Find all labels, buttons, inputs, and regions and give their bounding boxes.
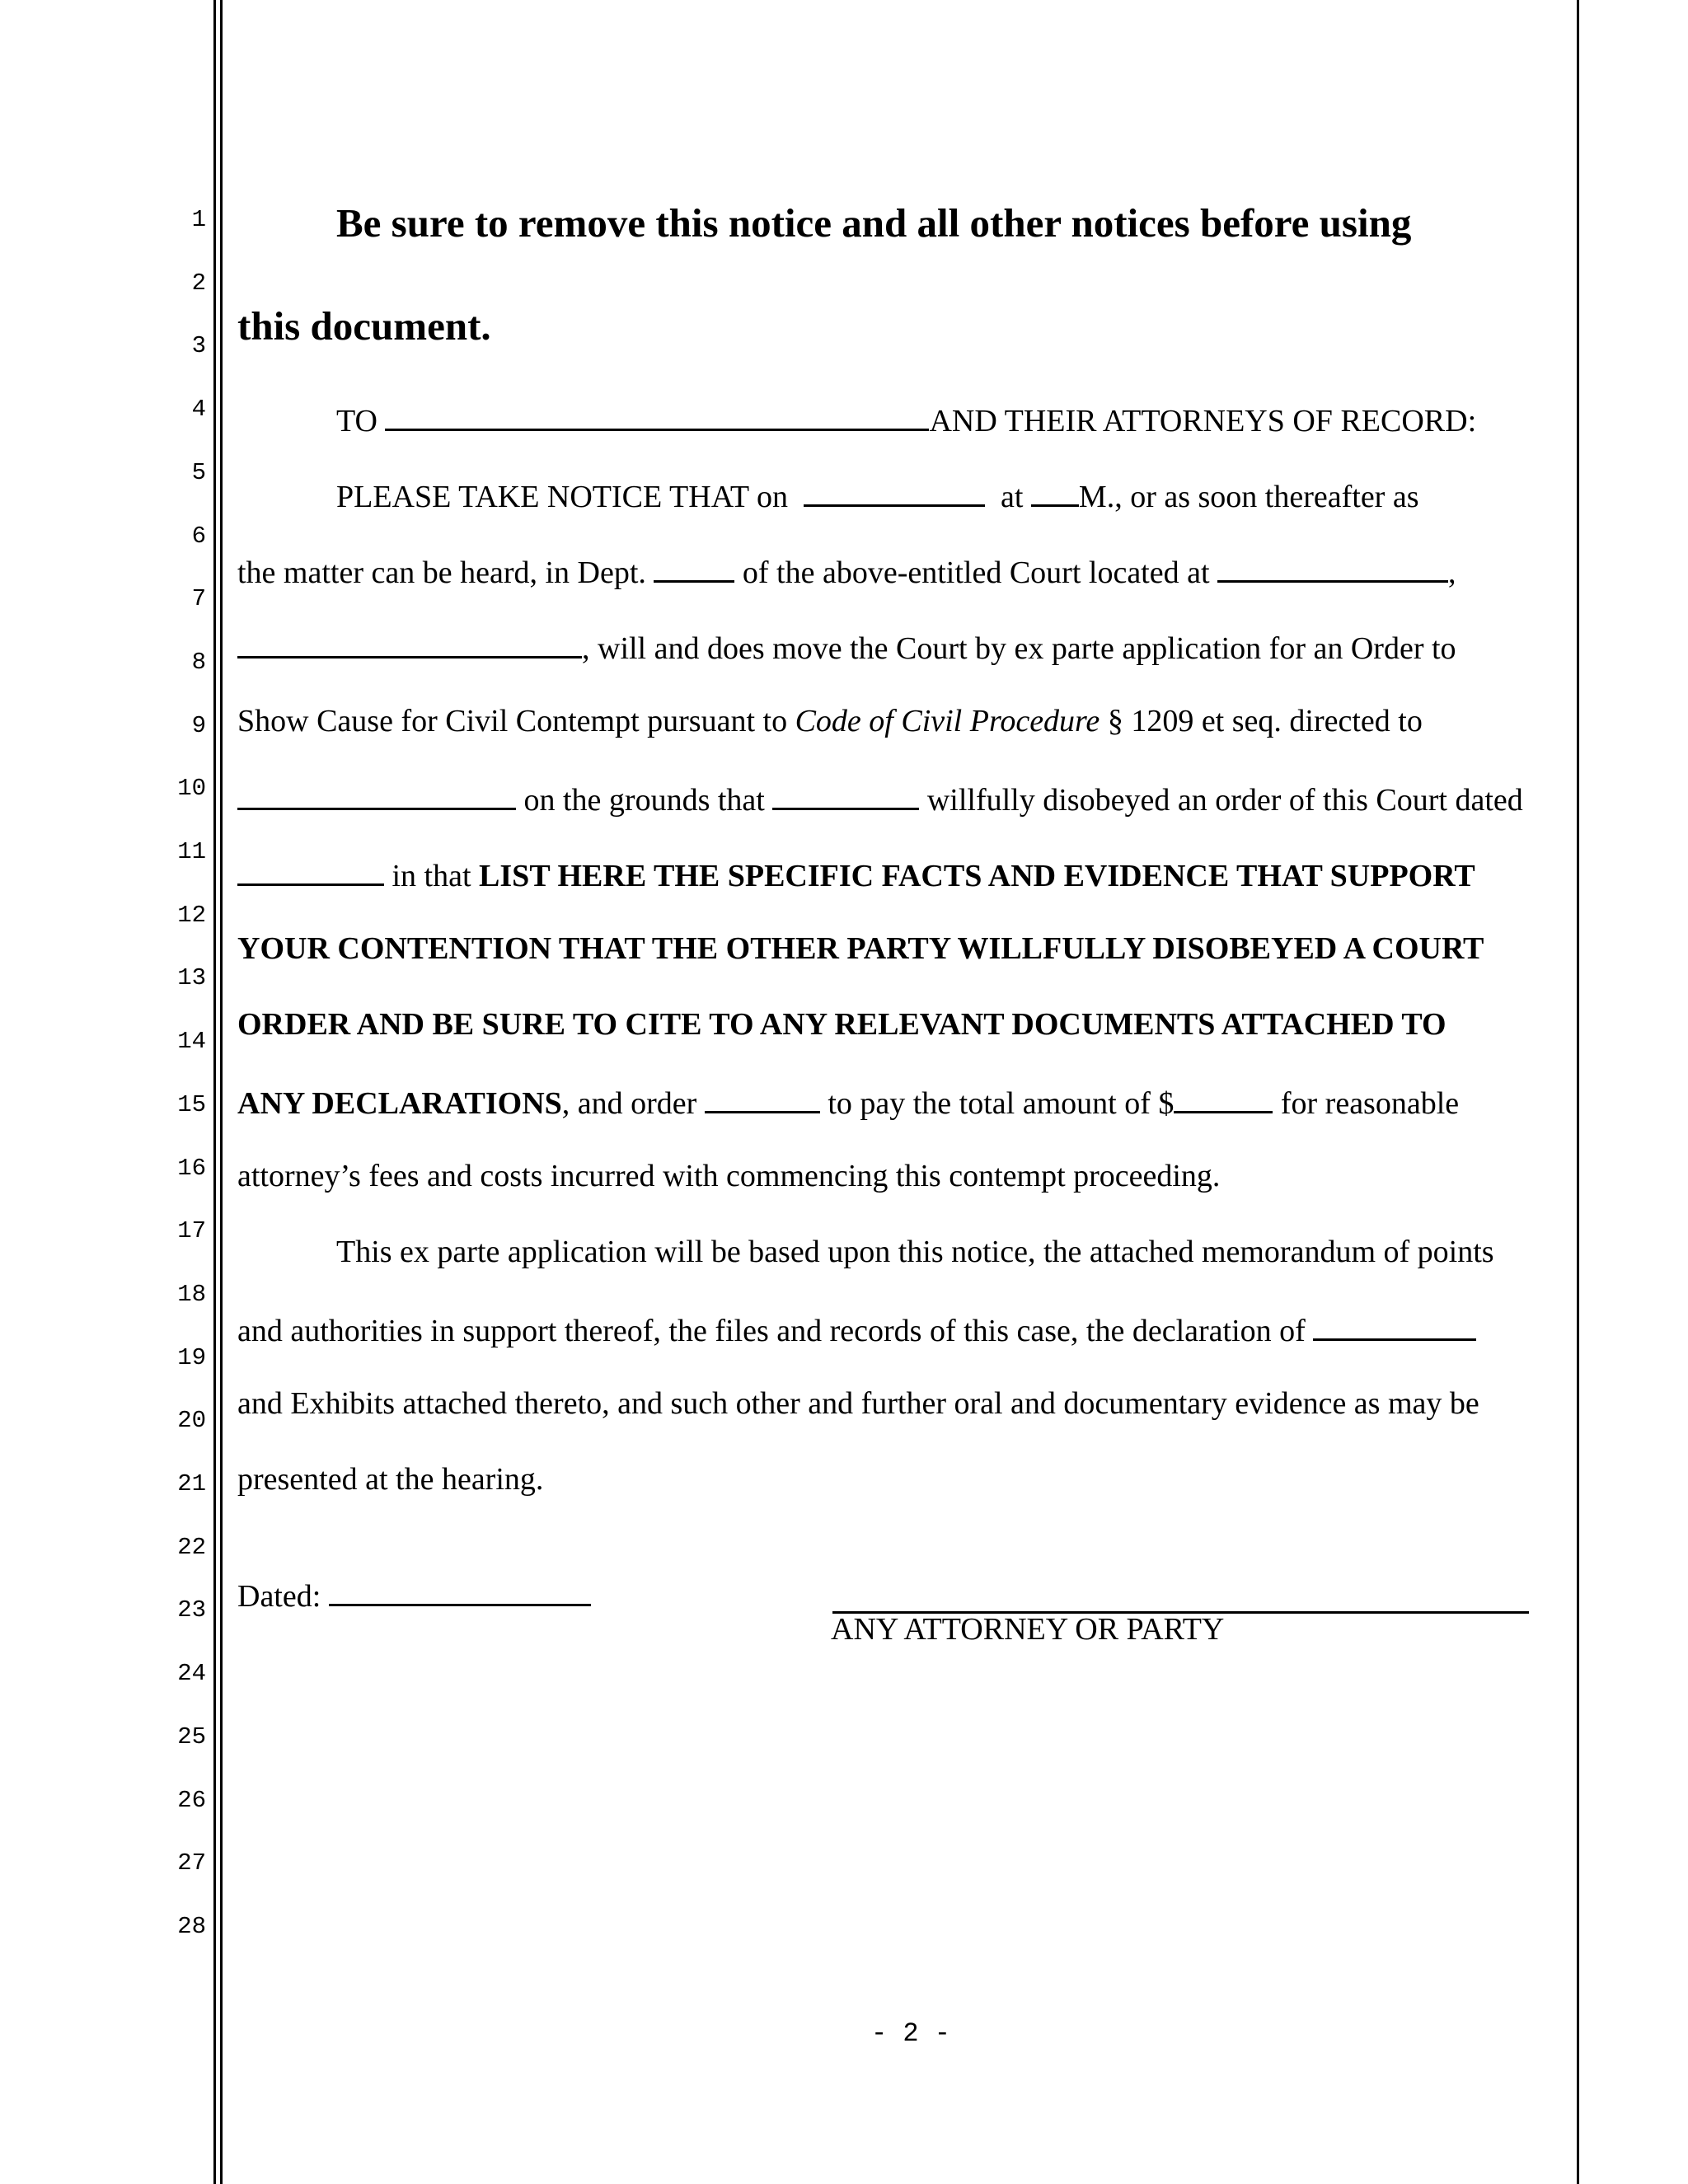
- hearing-date-blank[interactable]: [804, 475, 985, 507]
- party-name-blank[interactable]: [385, 399, 929, 431]
- line-number: 3: [191, 332, 206, 360]
- grounds-line: [237, 778, 1523, 819]
- line-number: 22: [177, 1533, 206, 1561]
- notice-intro-text: PLEASE TAKE NOTICE THAT on: [336, 480, 788, 514]
- declaration-text: and authorities in support thereof, the files and records of this case, the declaration of: [237, 1314, 1306, 1348]
- line-number: 14: [177, 1028, 206, 1056]
- facts-instruction-1: LIST HERE THE SPECIFIC FACTS AND EVIDENCE THAT SUPPORT: [479, 859, 1475, 893]
- dated-line: [237, 1574, 591, 1615]
- dated-blank[interactable]: [329, 1574, 591, 1606]
- court-location-text: of the above-entitled Court located at: [742, 555, 1210, 590]
- move-court-text: , will and does move the Court by ex parte application for an Order to: [582, 631, 1456, 666]
- dept-number-blank[interactable]: [654, 551, 734, 583]
- total-amount-text: to pay the total amount of $: [828, 1086, 1175, 1121]
- line-number: 8: [191, 648, 206, 676]
- line-number: 21: [177, 1470, 206, 1497]
- declarant-name-blank[interactable]: [1313, 1309, 1476, 1341]
- section-text: § 1209 et seq. directed to: [1107, 704, 1423, 738]
- move-court-line: [237, 626, 1456, 668]
- line-number: 23: [177, 1596, 206, 1624]
- line-number: 5: [191, 458, 206, 486]
- hearing-time-blank[interactable]: [1031, 475, 1079, 507]
- line-number: 13: [177, 964, 206, 992]
- line-number: 10: [177, 775, 206, 803]
- at-text: at: [1000, 480, 1024, 514]
- removal-notice-line-1: Be sure to remove this notice and all other notices before using: [336, 200, 1412, 246]
- dept-text: the matter can be heard, in Dept.: [237, 555, 646, 590]
- court-address-blank-2[interactable]: [237, 626, 582, 658]
- line-number: 24: [177, 1660, 206, 1688]
- order-date-blank[interactable]: [237, 854, 384, 886]
- facts-line: [237, 854, 1475, 895]
- to-label: TO: [336, 404, 377, 438]
- disobeyed-order-text: willfully disobeyed an order of this Court dated: [926, 783, 1523, 818]
- line-number: 25: [177, 1722, 206, 1750]
- line-number: 15: [177, 1090, 206, 1118]
- show-cause-text: Show Cause for Civil Contempt pursuant to: [237, 704, 788, 738]
- line-number: 4: [191, 396, 206, 424]
- fees-line-2: attorney’s fees and costs incurred with commencing this contempt proceeding.: [237, 1159, 1221, 1193]
- line-number: 16: [177, 1154, 206, 1182]
- signer-label: ANY ATTORNEY OR PARTY: [831, 1612, 1225, 1647]
- line-number: 7: [191, 585, 206, 613]
- basis-line-3: and Exhibits attached thereto, and such other and further oral and documentary evidence as may be: [237, 1386, 1479, 1421]
- line-number: 12: [177, 901, 206, 929]
- in-that-text: in that: [392, 859, 471, 893]
- disobeying-party-blank[interactable]: [772, 778, 919, 810]
- left-margin-rule-inner: [220, 0, 223, 2184]
- facts-instruction-2: YOUR CONTENTION THAT THE OTHER PARTY WILLFULLY DISOBEYED A COURT: [237, 931, 1484, 966]
- right-margin-rule: [1577, 0, 1579, 2184]
- and-order-text: , and order: [561, 1086, 697, 1121]
- address-line: [336, 399, 1476, 440]
- basis-line-1: This ex parte application will be based upon this notice, the attached memorandum of points: [336, 1235, 1494, 1269]
- line-number: 1: [191, 206, 206, 233]
- line-number: 26: [177, 1786, 206, 1814]
- line-number: 17: [177, 1217, 206, 1245]
- code-civil-procedure-citation: Code of Civil Procedure: [795, 704, 1100, 738]
- dated-label: Dated:: [237, 1579, 321, 1614]
- line-number: 2: [191, 269, 206, 297]
- court-address-blank-1[interactable]: [1217, 551, 1448, 583]
- paying-party-blank[interactable]: [705, 1081, 820, 1113]
- left-margin-rule-outer: [213, 0, 216, 2184]
- line-number: 20: [177, 1407, 206, 1435]
- line-number: 28: [177, 1912, 206, 1940]
- hearing-date-line: [336, 475, 1419, 516]
- directed-to-party-blank[interactable]: [237, 778, 516, 810]
- grounds-text: on the grounds that: [523, 783, 765, 818]
- reasonable-text: for reasonable: [1280, 1086, 1460, 1121]
- page-number: - 2 -: [870, 2018, 950, 2049]
- facts-line-2: [237, 930, 1484, 968]
- attorneys-of-record-text: AND THEIR ATTORNEYS OF RECORD:: [929, 404, 1477, 438]
- basis-line-2: [237, 1309, 1476, 1350]
- line-number: 27: [177, 1849, 206, 1877]
- comma-text: ,: [1448, 555, 1456, 590]
- facts-instruction-4: ANY DECLARATIONS: [237, 1086, 562, 1121]
- removal-notice-line-2: this document.: [237, 303, 491, 349]
- line-number: 9: [191, 711, 206, 739]
- basis-line-4: presented at the hearing.: [237, 1462, 544, 1497]
- dept-line: [237, 551, 1456, 592]
- facts-line-3: [237, 1005, 1447, 1043]
- thereafter-text: M., or as soon thereafter as: [1078, 480, 1419, 514]
- facts-instruction-3: ORDER AND BE SURE TO CITE TO ANY RELEVANT DOCUMENTS ATTACHED TO: [237, 1007, 1447, 1042]
- line-number: 11: [177, 838, 206, 865]
- line-number: 19: [177, 1343, 206, 1371]
- line-number: 6: [191, 522, 206, 550]
- line-number: 18: [177, 1280, 206, 1308]
- ccp-line: [237, 702, 1423, 740]
- fee-amount-blank[interactable]: [1174, 1081, 1273, 1113]
- fees-line: [237, 1081, 1459, 1122]
